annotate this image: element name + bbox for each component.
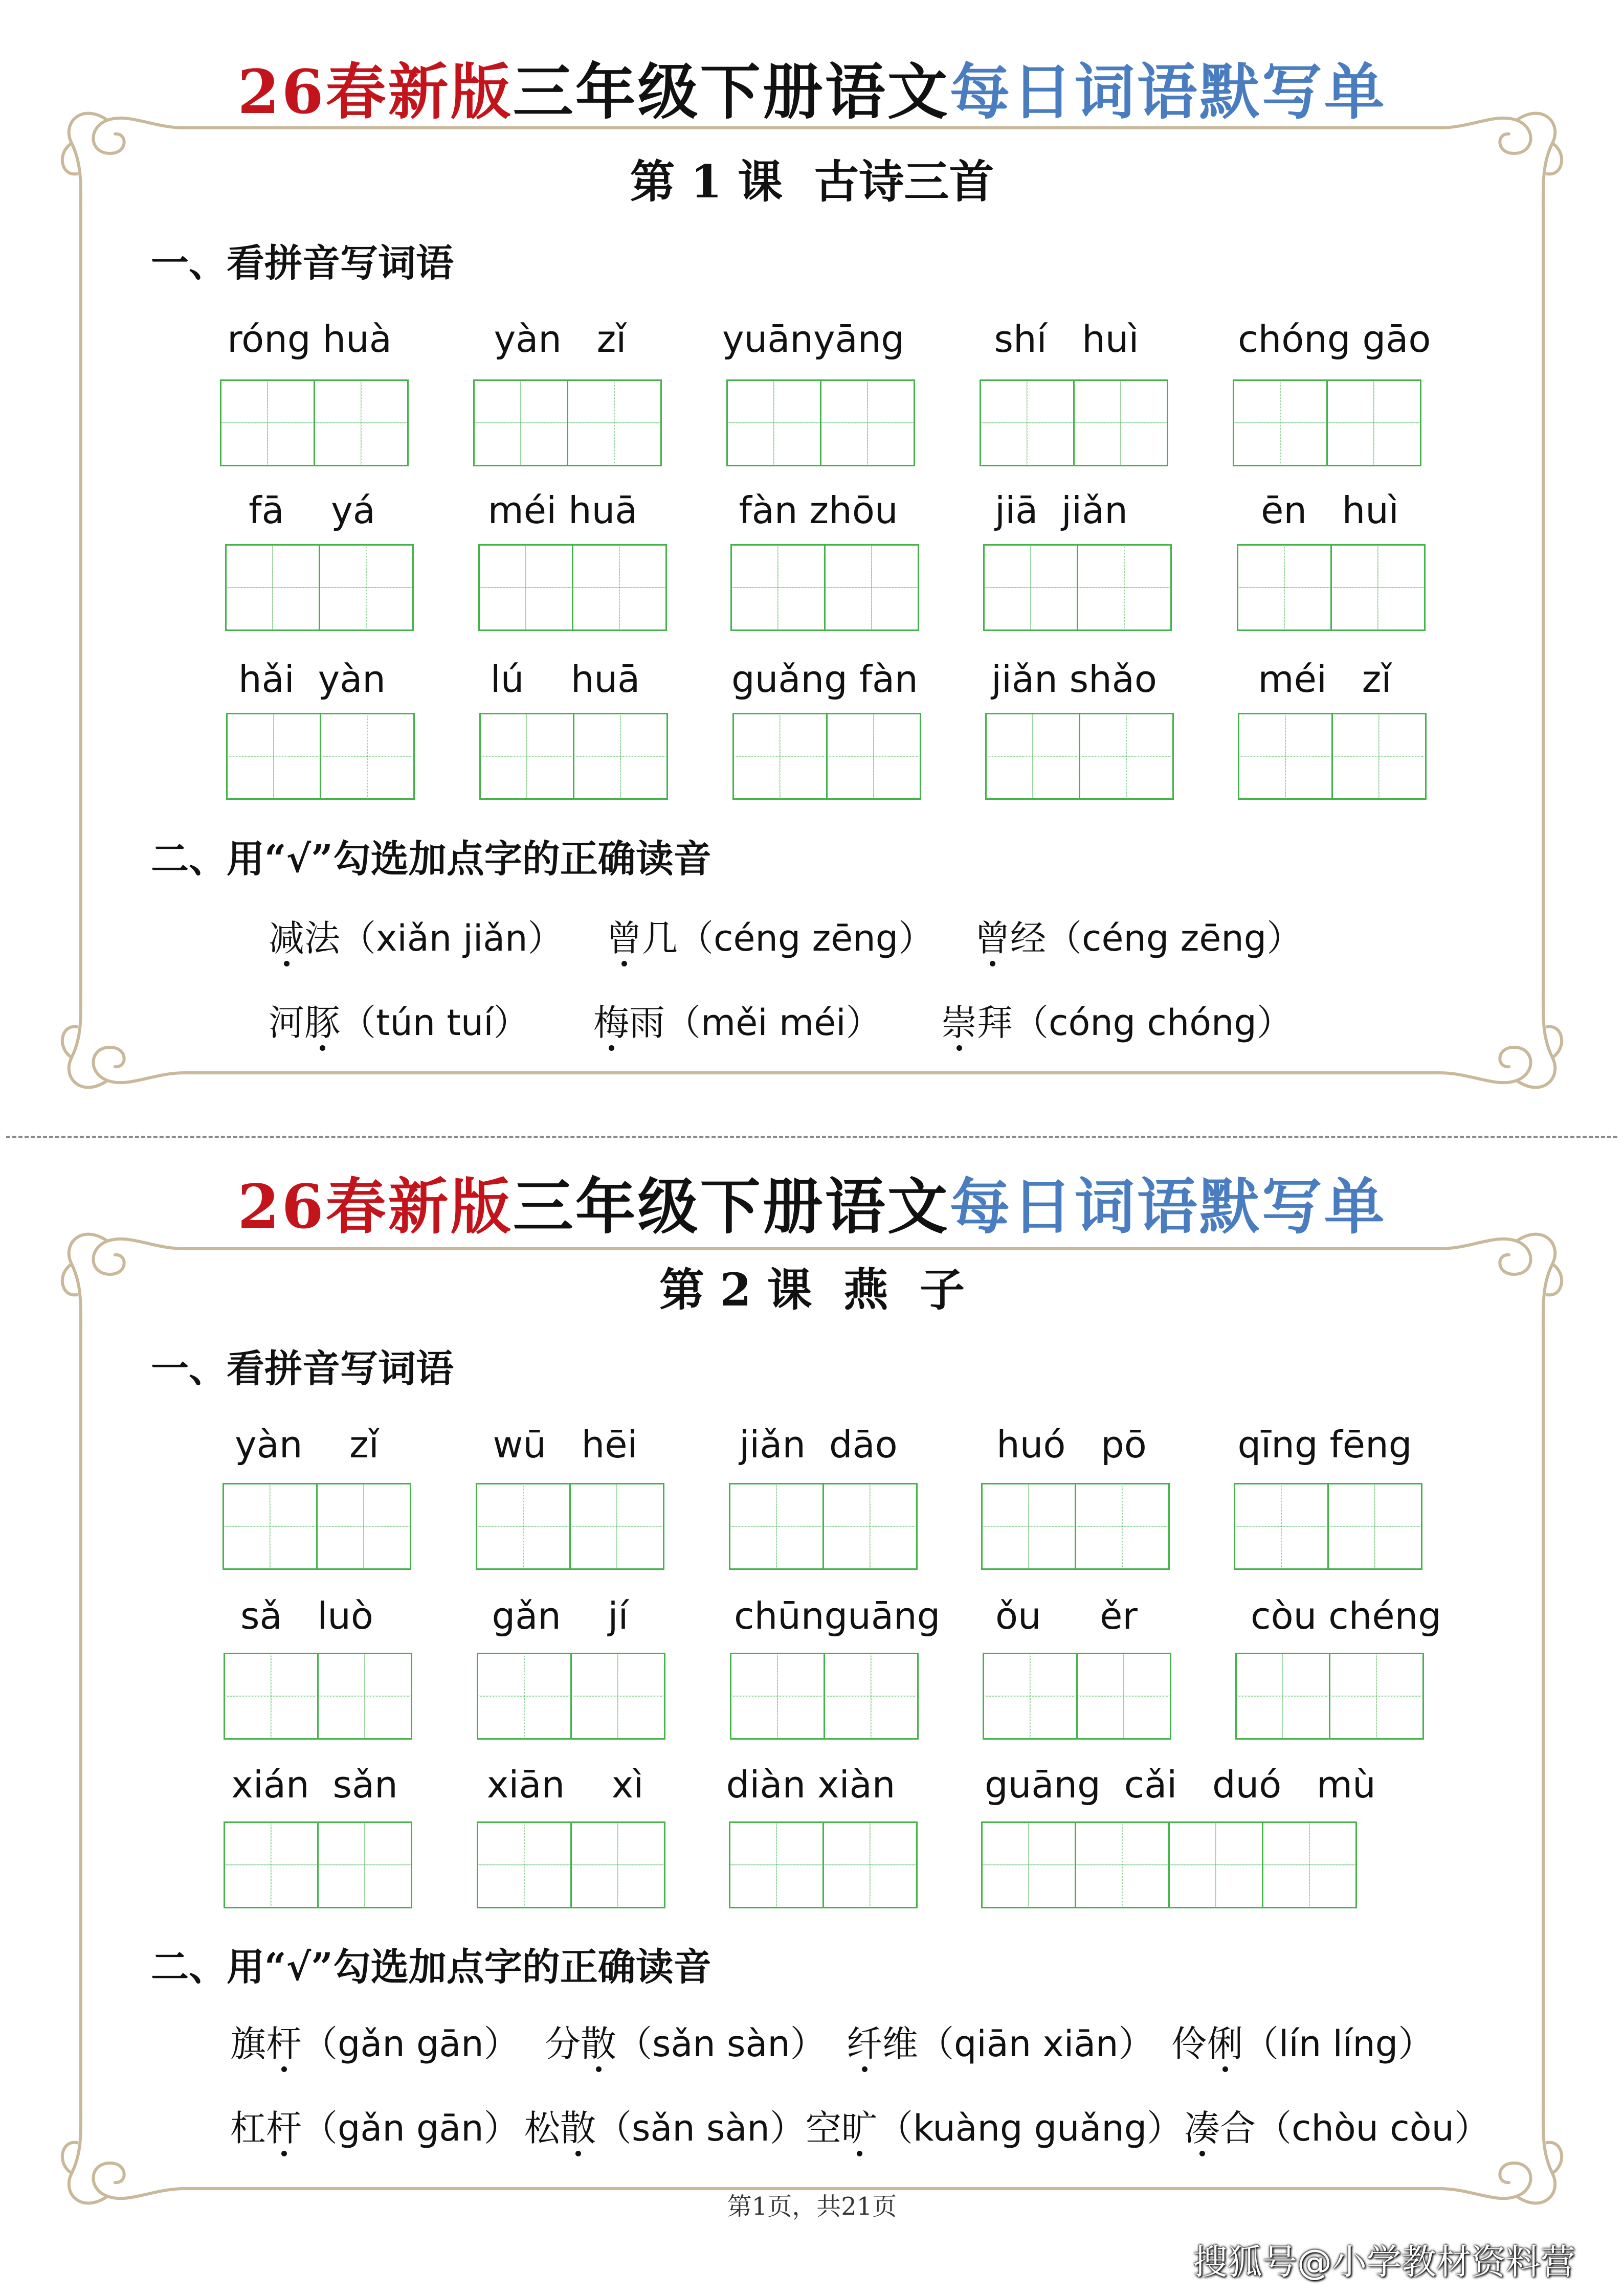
pronunciation-item[interactable]: 曾几（céng zēng） <box>606 915 934 961</box>
writing-box[interactable] <box>730 544 918 630</box>
writing-box[interactable] <box>729 1483 916 1569</box>
pinyin-label: xiān xì <box>486 1763 644 1806</box>
writing-box[interactable] <box>983 544 1170 630</box>
pronunciation-options[interactable]: （sǎn sàn） <box>616 2023 826 2065</box>
writing-box[interactable] <box>732 713 920 799</box>
writing-box[interactable] <box>1234 1483 1421 1569</box>
grid-cell[interactable] <box>567 379 662 466</box>
grid-cell[interactable] <box>477 1821 572 1908</box>
writing-box[interactable] <box>981 1483 1168 1569</box>
title-edition: 26春新版 <box>237 1171 513 1242</box>
dotted-character: 散 <box>581 2021 616 2067</box>
dotted-character: 杆 <box>266 2021 302 2067</box>
writing-box[interactable] <box>225 544 412 630</box>
pronunciation-options[interactable]: （céng zēng） <box>678 917 935 959</box>
section-heading-pronunciation: 二、用“√”勾选加点字的正确读音 <box>151 1945 711 1989</box>
pinyin-label: guǎng fàn <box>731 658 918 701</box>
dotted-character: 杆 <box>266 2105 302 2151</box>
pronunciation-item[interactable]: 旗杆（gǎn gān） <box>230 2021 520 2067</box>
dotted-character: 纤 <box>847 2021 882 2067</box>
section-heading-pinyin: 一、看拼音写词语 <box>151 1347 454 1391</box>
writing-box[interactable] <box>224 1653 411 1739</box>
pronunciation-options[interactable]: （qiān xiān） <box>918 2023 1154 2065</box>
writing-box[interactable] <box>477 1653 664 1739</box>
grid-cell[interactable] <box>1234 1483 1329 1570</box>
pronunciation-item[interactable]: 梅雨（měi méi） <box>593 1000 882 1046</box>
lesson-title: 第 1 课 古诗三首 <box>630 155 994 208</box>
grid-cell[interactable] <box>479 713 574 800</box>
dashed-divider <box>6 1136 1617 1138</box>
writing-box[interactable] <box>1235 1653 1422 1739</box>
pronunciation-options[interactable]: （tún tuí） <box>340 1002 529 1044</box>
section-heading-pronunciation: 二、用“√”勾选加点字的正确读音 <box>151 837 711 881</box>
pinyin-label: jiǎn dāo <box>739 1423 898 1466</box>
writing-box[interactable] <box>220 379 407 465</box>
grid-cell[interactable] <box>1235 1653 1330 1740</box>
dotted-character: 减 <box>269 915 304 961</box>
writing-box[interactable] <box>980 379 1167 465</box>
pronunciation-options[interactable]: （kuàng guǎng） <box>877 2107 1183 2149</box>
title-grade: 三年级下册语文 <box>513 56 950 127</box>
writing-box[interactable] <box>1237 544 1424 630</box>
pinyin-label: shí huì <box>994 318 1139 361</box>
grid-cell[interactable] <box>1326 379 1421 466</box>
grid-cell[interactable] <box>226 713 321 800</box>
dotted-character: 凑 <box>1184 2105 1220 2151</box>
pronunciation-options[interactable]: （chòu còu） <box>1256 2107 1490 2149</box>
pronunciation-item[interactable]: 杠杆（gǎn gān） <box>230 2105 520 2151</box>
writing-box[interactable] <box>730 1653 917 1739</box>
pronunciation-item[interactable]: 分散（sǎn sàn） <box>545 2021 826 2067</box>
grid-cell[interactable] <box>824 544 919 631</box>
grid-cell[interactable] <box>319 544 414 631</box>
grid-cell[interactable] <box>730 1653 825 1740</box>
pronunciation-item[interactable]: 伶俐（lín líng） <box>1171 2021 1434 2067</box>
grid-cell[interactable] <box>981 1483 1076 1570</box>
pinyin-label: róng huà <box>227 318 392 361</box>
pronunciation-item[interactable]: 空旷（kuàng guǎng） <box>806 2105 1183 2151</box>
pronunciation-item[interactable]: 凑合（chòu còu） <box>1184 2105 1490 2151</box>
worksheet-lesson-2 <box>0 1141 1624 2287</box>
pinyin-label: yuānyāng <box>722 318 905 361</box>
grid-cell[interactable] <box>729 1483 824 1570</box>
grid-cell[interactable] <box>223 1483 318 1570</box>
pinyin-label: méi huā <box>487 489 638 532</box>
pronunciation-item[interactable]: 曾经（céng zēng） <box>974 915 1302 961</box>
grid-cell[interactable] <box>1331 713 1427 800</box>
pinyin-label: diàn xiàn <box>726 1763 896 1806</box>
title-type: 每日词语默写单 <box>949 56 1387 127</box>
grid-cell[interactable] <box>1073 379 1168 466</box>
pronunciation-options[interactable]: （cóng chóng） <box>1013 1002 1293 1044</box>
grid-cell[interactable] <box>477 1653 572 1740</box>
grid-cell[interactable] <box>1075 1483 1170 1570</box>
grid-cell[interactable] <box>732 713 828 800</box>
writing-box[interactable] <box>476 1483 663 1569</box>
grid-cell[interactable] <box>224 1653 319 1740</box>
writing-box[interactable] <box>1238 713 1425 799</box>
title-edition: 26春新版 <box>237 56 513 127</box>
pinyin-label: ēn huì <box>1261 489 1399 532</box>
writing-box[interactable] <box>478 544 665 630</box>
worksheet-title <box>0 56 1624 128</box>
grid-cell[interactable] <box>570 1821 665 1908</box>
worksheet-title <box>0 1171 1624 1243</box>
grid-cell[interactable] <box>730 544 826 631</box>
pinyin-label: qīng fēng <box>1237 1423 1412 1466</box>
pinyin-label: chūnguāng <box>734 1594 941 1637</box>
title-type: 每日词语默写单 <box>949 1171 1387 1242</box>
writing-box[interactable] <box>223 1483 410 1569</box>
pronunciation-item[interactable]: 崇拜（cóng chóng） <box>941 1000 1293 1046</box>
pronunciation-options[interactable]: （gǎn gān） <box>302 2023 520 2065</box>
page-number: 第1页，共21页 <box>727 2192 897 2221</box>
grid-cell[interactable] <box>572 544 667 631</box>
grid-cell[interactable] <box>983 544 1078 631</box>
pinyin-label: méi zǐ <box>1258 658 1392 701</box>
grid-cell[interactable] <box>1079 713 1174 800</box>
dotted-character: 俐 <box>1207 2021 1243 2067</box>
grid-cell[interactable] <box>1076 1653 1171 1740</box>
pinyin-label: yàn zǐ <box>235 1423 379 1466</box>
pinyin-label: lú huā <box>490 658 640 701</box>
watermark: 搜狐号@小学教材资料营 <box>1192 2242 1575 2283</box>
writing-box[interactable] <box>473 379 660 465</box>
grid-cell[interactable] <box>985 713 1080 800</box>
grid-cell[interactable] <box>1327 1483 1422 1570</box>
pronunciation-options[interactable]: （céng zēng） <box>1046 917 1303 959</box>
dotted-character: 旷 <box>841 2105 877 2151</box>
pronunciation-options[interactable]: （lín líng） <box>1243 2023 1434 2065</box>
pronunciation-options[interactable]: （sǎn sàn） <box>596 2107 806 2149</box>
grid-cell[interactable] <box>726 379 821 466</box>
grid-cell[interactable] <box>225 544 320 631</box>
grid-cell[interactable] <box>980 379 1075 466</box>
grid-cell[interactable] <box>1075 1821 1170 1908</box>
grid-cell[interactable] <box>316 1483 411 1570</box>
dotted-character: 散 <box>560 2105 596 2151</box>
grid-cell[interactable] <box>224 1821 319 1908</box>
writing-box[interactable] <box>477 1821 664 1907</box>
title-grade: 三年级下册语文 <box>513 1171 950 1242</box>
grid-cell[interactable] <box>1238 713 1333 800</box>
dotted-character: 豚 <box>304 1000 340 1046</box>
dotted-character: 崇 <box>941 1000 977 1046</box>
pinyin-label-four-char: guāng cǎi duó mù <box>985 1763 1376 1806</box>
dotted-character: 梅 <box>593 1000 629 1046</box>
grid-cell[interactable] <box>1237 544 1332 631</box>
grid-cell[interactable] <box>473 379 568 466</box>
pinyin-label: jiā jiǎn <box>995 489 1128 532</box>
grid-cell[interactable] <box>317 1821 412 1908</box>
grid-cell[interactable] <box>570 1653 665 1740</box>
pronunciation-item[interactable]: 河豚（tún tuí） <box>269 1000 529 1046</box>
grid-cell[interactable] <box>476 1483 571 1570</box>
pinyin-label: ǒu ěr <box>995 1594 1138 1637</box>
pronunciation-options[interactable]: （měi méi） <box>665 1002 882 1044</box>
grid-cell[interactable] <box>1233 379 1328 466</box>
writing-box[interactable] <box>983 1653 1170 1739</box>
grid-cell[interactable] <box>981 1821 1076 1908</box>
grid-cell[interactable] <box>729 1821 824 1908</box>
dotted-character: 曾 <box>974 915 1010 961</box>
pinyin-label: fàn zhōu <box>739 489 898 532</box>
section-heading-pinyin: 一、看拼音写词语 <box>151 241 454 285</box>
pinyin-label: wū hēi <box>493 1423 638 1466</box>
grid-cell[interactable] <box>1329 1653 1424 1740</box>
lesson-title: 第 2 课 燕 子 <box>659 1263 965 1316</box>
grid-cell[interactable] <box>320 713 415 800</box>
grid-cell[interactable] <box>1262 1821 1357 1908</box>
grid-cell[interactable] <box>314 379 409 466</box>
pinyin-label: jiǎn shǎo <box>991 658 1157 701</box>
pinyin-label: hǎi yàn <box>238 658 386 701</box>
pinyin-label: xián sǎn <box>231 1763 398 1806</box>
pronunciation-options[interactable]: （xiǎn jiǎn） <box>340 917 564 959</box>
writing-box[interactable] <box>985 713 1172 799</box>
grid-cell[interactable] <box>1330 544 1426 631</box>
worksheet-lesson-1 <box>0 0 1624 1145</box>
writing-box-four-char[interactable] <box>981 1821 1355 1907</box>
pinyin-label: còu chéng <box>1251 1594 1442 1637</box>
grid-cell[interactable] <box>983 1653 1078 1740</box>
writing-box[interactable] <box>224 1821 411 1907</box>
writing-box[interactable] <box>1233 379 1420 465</box>
grid-cell[interactable] <box>1077 544 1172 631</box>
writing-box[interactable] <box>226 713 413 799</box>
grid-cell[interactable] <box>220 379 315 466</box>
pinyin-label: gǎn jí <box>492 1594 629 1637</box>
writing-box[interactable] <box>479 713 666 799</box>
grid-cell[interactable] <box>822 1821 918 1908</box>
grid-cell[interactable] <box>824 1653 919 1740</box>
pinyin-label: yàn zǐ <box>494 318 627 361</box>
grid-cell[interactable] <box>820 379 915 466</box>
grid-cell[interactable] <box>826 713 921 800</box>
pronunciation-item[interactable]: 松散（sǎn sàn） <box>524 2105 806 2151</box>
grid-cell[interactable] <box>478 544 573 631</box>
pinyin-label: fā yá <box>249 489 375 532</box>
grid-cell[interactable] <box>569 1483 664 1570</box>
pronunciation-options[interactable]: （gǎn gān） <box>302 2107 520 2149</box>
grid-cell[interactable] <box>317 1653 412 1740</box>
pinyin-label: sǎ luò <box>240 1594 373 1637</box>
pinyin-label: chóng gāo <box>1238 318 1431 361</box>
writing-box[interactable] <box>729 1821 916 1907</box>
grid-cell[interactable] <box>573 713 668 800</box>
grid-cell[interactable] <box>822 1483 918 1570</box>
writing-box[interactable] <box>726 379 914 465</box>
dotted-character: 曾 <box>606 915 642 961</box>
pronunciation-item[interactable]: 减法（xiǎn jiǎn） <box>269 915 564 961</box>
grid-cell[interactable] <box>1168 1821 1263 1908</box>
pronunciation-item[interactable]: 纤维（qiān xiān） <box>847 2021 1154 2067</box>
pinyin-label: huó pō <box>996 1423 1147 1466</box>
